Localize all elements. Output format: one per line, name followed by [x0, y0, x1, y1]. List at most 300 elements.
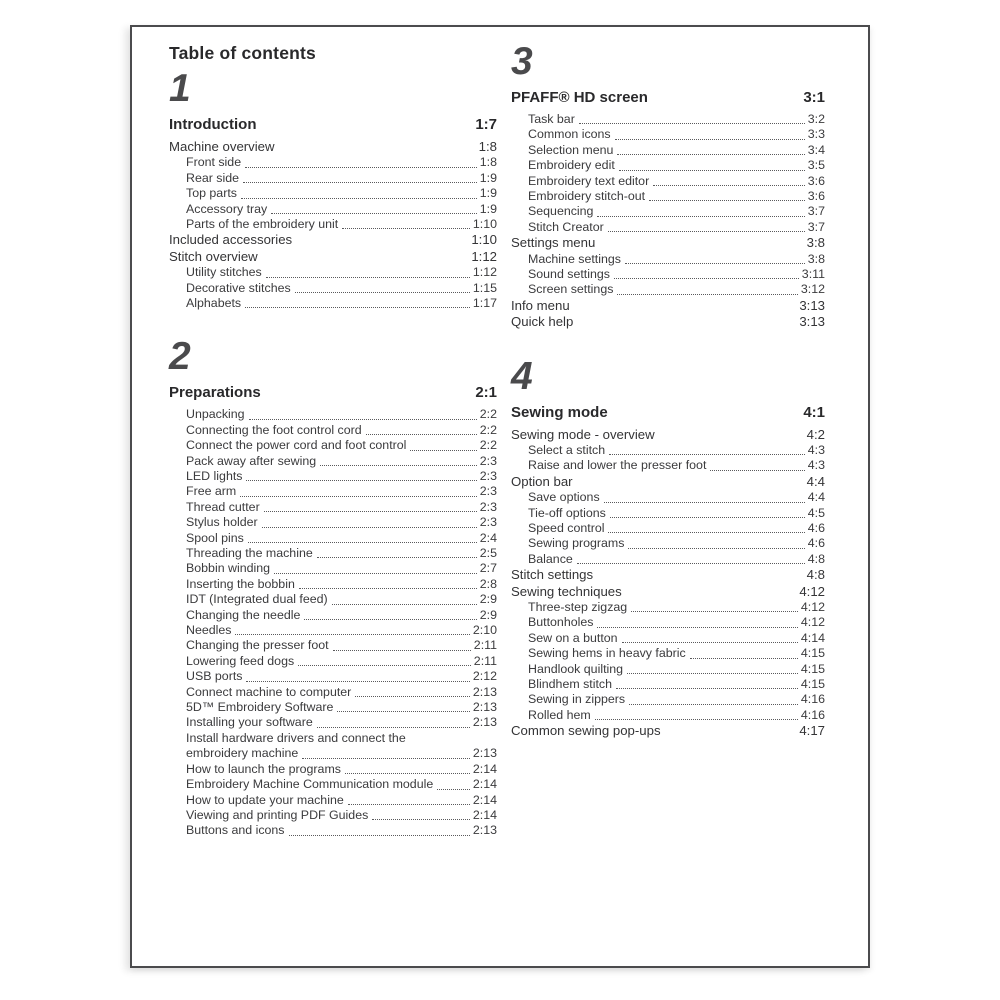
- section-number: 3: [511, 40, 533, 83]
- section-number: 4: [511, 354, 533, 398]
- entry-label: Bobbin winding: [186, 561, 271, 576]
- entry-label: Changing the presser foot: [186, 638, 329, 653]
- entry-page-number: 1:9: [479, 201, 497, 216]
- section-title: PFAFF® HD screen: [511, 88, 648, 106]
- entry-label: Tie-off options: [528, 505, 606, 520]
- entry-label: Thread cutter: [186, 499, 260, 514]
- section-header: [169, 116, 497, 133]
- toc-entry: [169, 669, 497, 684]
- toc-entry: [169, 265, 497, 280]
- toc-entry: [169, 808, 497, 823]
- entry-label: Stitch settings: [511, 567, 594, 583]
- section-number: 1: [169, 67, 191, 110]
- leader-dots: [614, 278, 799, 279]
- leader-dots: [320, 465, 477, 466]
- toc-entry: [511, 252, 825, 267]
- entry-label: Quick help: [511, 314, 574, 330]
- leader-dots: [372, 819, 470, 820]
- entry-page-number: 4:16: [800, 692, 825, 707]
- leader-dots: [610, 517, 805, 518]
- leader-dots: [337, 711, 470, 712]
- entry-label: Utility stitches: [186, 265, 262, 280]
- entry-label: Sewing mode - overview: [511, 426, 655, 442]
- entry-label: Rolled hem: [528, 707, 591, 722]
- toc-entry: [169, 638, 497, 653]
- entry-page-number: 3:7: [807, 204, 825, 219]
- toc-entry: [511, 220, 825, 235]
- entry-page-number: 4:8: [806, 567, 825, 583]
- entry-page-number: 3:8: [806, 235, 825, 251]
- entry-label: Machine settings: [528, 251, 621, 266]
- leader-dots: [366, 434, 477, 435]
- entry-label: Handlook quilting: [528, 661, 624, 676]
- section-page-number: 3:1: [803, 88, 825, 106]
- leader-dots: [597, 627, 797, 628]
- entry-label: Common icons: [528, 127, 611, 142]
- entry-label: Select a stitch: [528, 442, 606, 457]
- toc-entry-wrapped: [169, 731, 497, 762]
- toc-entry: [511, 235, 825, 251]
- entry-page-number: 3:13: [799, 297, 825, 313]
- entry-label: Stitch Creator: [528, 219, 604, 234]
- toc-entry: [169, 217, 497, 232]
- toc-entry: [169, 623, 497, 638]
- leader-dots: [264, 511, 477, 512]
- leader-dots: [345, 773, 470, 774]
- entry-page-number: 3:13: [799, 314, 825, 330]
- entry-label: Top parts: [186, 186, 237, 201]
- toc-entry: [511, 427, 825, 443]
- entry-label: Common sewing pop-ups: [511, 723, 661, 739]
- entry-page-number: 4:15: [800, 646, 825, 661]
- entry-label: Stylus holder: [186, 515, 258, 530]
- entry-label: Parts of the embroidery unit: [186, 216, 339, 231]
- entry-page-number: 2:2: [479, 422, 497, 437]
- leader-dots: [625, 263, 805, 264]
- manual-page: [130, 25, 870, 968]
- entry-label: How to launch the programs: [186, 761, 341, 776]
- leader-dots: [577, 563, 805, 564]
- toc-entry: [169, 715, 497, 730]
- entry-page-number: 4:6: [807, 521, 825, 535]
- toc-entry-list: [511, 427, 825, 740]
- entry-page-number: 4:6: [807, 536, 825, 551]
- leader-dots: [595, 719, 798, 720]
- toc-entry: [511, 490, 825, 505]
- toc-entry: [511, 112, 825, 127]
- toc-entry: [511, 127, 825, 142]
- entry-label: IDT (Integrated dual feed): [186, 592, 328, 607]
- entry-label-continued: [169, 746, 497, 761]
- leader-dots: [608, 231, 805, 232]
- section-number: 2: [169, 335, 191, 379]
- toc-entry: [169, 561, 497, 576]
- entry-label: Raise and lower the presser foot: [528, 458, 707, 473]
- entry-label: Free arm: [186, 484, 237, 499]
- entry-page-number: 1:12: [471, 248, 497, 264]
- leader-dots: [245, 307, 470, 308]
- entry-label: Embroidery text editor: [528, 173, 650, 188]
- toc-entry: [511, 708, 825, 723]
- toc-section-2: [169, 337, 497, 838]
- toc-entry: [169, 731, 497, 762]
- entry-label: Save options: [528, 490, 600, 505]
- toc-entry: [169, 281, 497, 296]
- entry-page-number: 2:13: [472, 715, 497, 730]
- toc-entry: [511, 443, 825, 458]
- toc-entry: [511, 298, 825, 314]
- entry-page-number: 4:4: [806, 473, 825, 489]
- leader-dots: [266, 277, 470, 278]
- entry-label: embroidery machine: [186, 746, 299, 761]
- leader-dots: [302, 758, 470, 759]
- entry-label: Option bar: [511, 473, 573, 489]
- toc-right-sections: [511, 42, 825, 740]
- toc-entry: [169, 592, 497, 607]
- toc-entry: [169, 454, 497, 469]
- toc-entry: [169, 500, 497, 515]
- entry-label: LED lights: [186, 468, 243, 483]
- toc-entry: [169, 423, 497, 438]
- entry-page-number: 2:7: [479, 561, 497, 576]
- toc-entry-list: [169, 139, 497, 311]
- toc-entry: [511, 536, 825, 551]
- entry-label: 5D™ Embroidery Software: [186, 700, 334, 715]
- toc-entry: [169, 515, 497, 530]
- entry-label: Unpacking: [186, 407, 245, 422]
- leader-dots: [355, 696, 470, 697]
- leader-dots: [653, 185, 805, 186]
- leader-dots: [333, 650, 471, 651]
- toc-entry: [511, 723, 825, 739]
- entry-page-number: 2:14: [472, 777, 497, 792]
- entry-page-number: 2:3: [479, 499, 497, 514]
- entry-label: Machine overview: [169, 138, 275, 154]
- entry-page-number: 2:9: [479, 607, 497, 622]
- entry-label: Accessory tray: [186, 201, 268, 216]
- leader-dots: [617, 294, 797, 295]
- entry-label: Needles: [186, 623, 232, 638]
- leader-dots: [609, 454, 805, 455]
- entry-label: Sewing techniques: [511, 583, 622, 599]
- leader-dots: [295, 292, 470, 293]
- entry-label: Stitch overview: [169, 248, 258, 264]
- toc-entry: [511, 600, 825, 615]
- leader-dots: [628, 548, 804, 549]
- entry-page-number: 2:14: [472, 807, 497, 822]
- entry-page-number: 3:12: [800, 282, 825, 297]
- toc-entry: [511, 267, 825, 282]
- toc-entry: [169, 484, 497, 499]
- entry-label: Inserting the bobbin: [186, 576, 295, 591]
- entry-label: Sequencing: [528, 204, 594, 219]
- entry-page-number: 3:6: [807, 173, 825, 188]
- toc-entry: [511, 143, 825, 158]
- entry-label: Embroidery Machine Communication module: [186, 777, 434, 792]
- entry-label: Sewing programs: [528, 536, 625, 551]
- leader-dots: [304, 619, 476, 620]
- entry-page-number: 2:5: [479, 546, 497, 560]
- toc-entry: [511, 646, 825, 661]
- section-title: Introduction: [169, 115, 257, 133]
- entry-label: Connecting the foot control cord: [186, 422, 362, 437]
- entry-label: Alphabets: [186, 296, 242, 310]
- entry-page-number: 1:15: [472, 280, 497, 295]
- toc-entry: [511, 158, 825, 173]
- toc-entry: [169, 531, 497, 546]
- section-header: [511, 89, 825, 106]
- entry-label: Embroidery edit: [528, 158, 615, 173]
- entry-label: Decorative stitches: [186, 280, 291, 295]
- section-page-number: 2:1: [475, 384, 497, 402]
- leader-dots: [608, 532, 804, 533]
- toc-entry: [511, 458, 825, 473]
- leader-dots: [299, 588, 477, 589]
- toc-entry: [169, 762, 497, 777]
- leader-dots: [241, 198, 477, 199]
- leader-dots: [690, 658, 798, 659]
- leader-dots: [410, 450, 476, 451]
- toc-entry: [511, 552, 825, 567]
- entry-label: Sound settings: [528, 267, 610, 281]
- toc-entry: [169, 654, 497, 669]
- toc-section-3: [511, 42, 825, 331]
- entry-page-number: 4:3: [807, 442, 825, 457]
- entry-page-number: 4:8: [807, 551, 825, 566]
- leader-dots: [604, 502, 805, 503]
- leader-dots: [317, 727, 470, 728]
- entry-label: USB ports: [186, 669, 243, 684]
- entry-page-number: 2:13: [472, 684, 497, 699]
- leader-dots: [317, 557, 477, 558]
- entry-label: Info menu: [511, 297, 570, 313]
- leader-dots: [342, 228, 470, 229]
- toc-entry: [169, 777, 497, 792]
- entry-page-number: 2:3: [479, 515, 497, 530]
- entry-page-number: 4:12: [800, 615, 825, 630]
- entry-page-number: 2:12: [472, 669, 497, 684]
- entry-label: How to update your machine: [186, 792, 344, 807]
- entry-label: Sewing in zippers: [528, 692, 626, 707]
- entry-page-number: 2:13: [472, 823, 497, 838]
- section-title: Preparations: [169, 384, 261, 402]
- entry-label: Speed control: [528, 521, 605, 535]
- toc-entry: [169, 608, 497, 623]
- entry-page-number: 4:5: [807, 505, 825, 520]
- toc-entry: [511, 506, 825, 521]
- entry-page-number: 2:3: [479, 453, 497, 468]
- page-title: Table of contents: [169, 43, 316, 63]
- toc-entry: [511, 584, 825, 600]
- entry-page-number: 3:6: [807, 188, 825, 203]
- leader-dots: [298, 665, 471, 666]
- entry-label: Screen settings: [528, 282, 614, 297]
- toc-column-left: [169, 43, 497, 839]
- entry-label: Rear side: [186, 170, 240, 185]
- leader-dots: [616, 688, 798, 689]
- entry-page-number: 2:11: [473, 638, 497, 653]
- leader-dots: [629, 704, 798, 705]
- entry-label: Lowering feed dogs: [186, 653, 295, 668]
- entry-page-number: 3:5: [807, 158, 825, 173]
- entry-label: Blindhem stitch: [528, 677, 613, 692]
- entry-label: Front side: [186, 155, 242, 170]
- leader-dots: [710, 470, 804, 471]
- section-page-number: 4:1: [803, 403, 825, 421]
- toc-entry: [511, 692, 825, 707]
- entry-label: Buttonholes: [528, 615, 594, 630]
- entry-label: Install hardware drivers and connect the: [186, 730, 406, 745]
- toc-entry: [169, 155, 497, 170]
- toc-entry: [169, 577, 497, 592]
- toc-entry: [511, 204, 825, 219]
- leader-dots: [348, 804, 470, 805]
- entry-page-number: 4:15: [800, 661, 825, 676]
- leader-dots: [262, 527, 477, 528]
- entry-page-number: 4:15: [800, 677, 825, 692]
- entry-page-number: 3:7: [807, 219, 825, 234]
- toc-entry: [169, 823, 497, 838]
- entry-page-number: 1:9: [479, 186, 497, 201]
- entry-page-number: 4:4: [807, 490, 825, 505]
- leader-dots: [332, 604, 477, 605]
- toc-entry-list: [169, 407, 497, 838]
- entry-page-number: 1:8: [478, 138, 497, 154]
- entry-page-number: 2:14: [472, 792, 497, 807]
- entry-page-number: 2:4: [479, 530, 497, 545]
- section-page-number: 1:7: [475, 115, 497, 133]
- entry-label: Viewing and printing PDF Guides: [186, 807, 369, 822]
- entry-label: Balance: [528, 551, 573, 566]
- toc-entry: [169, 793, 497, 808]
- toc-entry: [169, 139, 497, 155]
- leader-dots: [246, 480, 476, 481]
- entry-label: Connect the power cord and foot control: [186, 438, 407, 453]
- entry-page-number: 1:8: [479, 155, 497, 170]
- toc-column-right: [511, 37, 825, 740]
- leader-dots: [249, 419, 477, 420]
- toc-entry: [169, 685, 497, 700]
- entry-page-number: 2:13: [472, 746, 497, 761]
- toc-entry: [169, 202, 497, 217]
- entry-label: Selection menu: [528, 142, 614, 157]
- entry-label: Sewing hems in heavy fabric: [528, 646, 686, 661]
- leader-dots: [271, 213, 477, 214]
- toc-entry: [511, 474, 825, 490]
- toc-entry: [511, 677, 825, 692]
- entry-page-number: 1:10: [472, 216, 497, 231]
- leader-dots: [597, 216, 804, 217]
- toc-entry: [169, 296, 497, 311]
- entry-page-number: 3:4: [807, 142, 825, 157]
- toc-entry: [169, 249, 497, 265]
- leader-dots: [649, 200, 805, 201]
- entry-label: Three-step zigzag: [528, 600, 628, 615]
- entry-page-number: 2:8: [479, 576, 497, 591]
- leader-dots: [245, 167, 477, 168]
- entry-page-number: 2:2: [479, 407, 497, 422]
- entry-label: Pack away after sewing: [186, 453, 317, 468]
- entry-label: Included accessories: [169, 232, 293, 248]
- section-header: [511, 404, 825, 421]
- entry-page-number: 4:14: [800, 630, 825, 645]
- entry-page-number: 3:3: [807, 127, 825, 142]
- entry-page-number: 2:13: [472, 700, 497, 715]
- toc-entry: [511, 567, 825, 583]
- entry-page-number: 3:8: [807, 251, 825, 266]
- entry-label: Threading the machine: [186, 546, 313, 560]
- leader-dots: [274, 573, 477, 574]
- entry-page-number: 2:3: [479, 468, 497, 483]
- toc-entry: [511, 282, 825, 297]
- leader-dots: [631, 611, 798, 612]
- entry-page-number: 2:11: [473, 653, 497, 668]
- entry-page-number: 2:3: [479, 484, 497, 499]
- leader-dots: [240, 496, 477, 497]
- entry-page-number: 4:12: [799, 583, 825, 599]
- leader-dots: [619, 170, 805, 171]
- entry-page-number: 1:9: [479, 170, 497, 185]
- entry-page-number: 1:12: [472, 265, 497, 280]
- toc-entry: [169, 232, 497, 248]
- toc-entry: [511, 189, 825, 204]
- leader-dots: [617, 154, 804, 155]
- entry-page-number: 4:3: [807, 458, 825, 473]
- toc-entry: [169, 700, 497, 715]
- toc-left-sections: [169, 69, 497, 839]
- entry-label: Spool pins: [186, 530, 244, 545]
- toc-entry: [511, 174, 825, 189]
- toc-entry: [169, 186, 497, 201]
- entry-page-number: 3:11: [801, 267, 825, 281]
- entry-page-number: 2:2: [479, 438, 497, 453]
- entry-page-number: 4:16: [800, 707, 825, 722]
- toc-entry: [169, 438, 497, 453]
- section-header: [169, 384, 497, 401]
- entry-page-number: 1:10: [471, 232, 497, 248]
- entry-page-number: 1:17: [472, 296, 497, 310]
- section-title: Sewing mode: [511, 403, 608, 421]
- entry-page-number: 4:12: [800, 600, 825, 615]
- entry-page-number: 4:17: [799, 723, 825, 739]
- toc-entry: [169, 171, 497, 186]
- leader-dots: [248, 542, 477, 543]
- leader-dots: [246, 681, 469, 682]
- toc-section-4: [511, 354, 825, 740]
- toc-entry-list: [511, 112, 825, 331]
- leader-dots: [627, 673, 798, 674]
- toc-entry: [511, 615, 825, 630]
- leader-dots: [243, 182, 477, 183]
- entry-page-number: 2:10: [472, 623, 497, 638]
- toc-entry: [511, 521, 825, 536]
- leader-dots: [579, 123, 805, 124]
- entry-page-number: 2:9: [479, 592, 497, 607]
- toc-entry: [169, 546, 497, 561]
- toc-section-1: [169, 69, 497, 311]
- leader-dots: [615, 139, 805, 140]
- entry-label: Connect machine to computer: [186, 684, 352, 699]
- entry-label: Sew on a button: [528, 630, 618, 645]
- toc-entry: [511, 314, 825, 330]
- entry-label: Buttons and icons: [186, 823, 285, 838]
- leader-dots: [622, 642, 798, 643]
- leader-dots: [289, 835, 470, 836]
- entry-label: Embroidery stitch-out: [528, 188, 646, 203]
- leader-dots: [235, 634, 469, 635]
- entry-label: Changing the needle: [186, 607, 301, 622]
- entry-page-number: 3:2: [807, 111, 825, 126]
